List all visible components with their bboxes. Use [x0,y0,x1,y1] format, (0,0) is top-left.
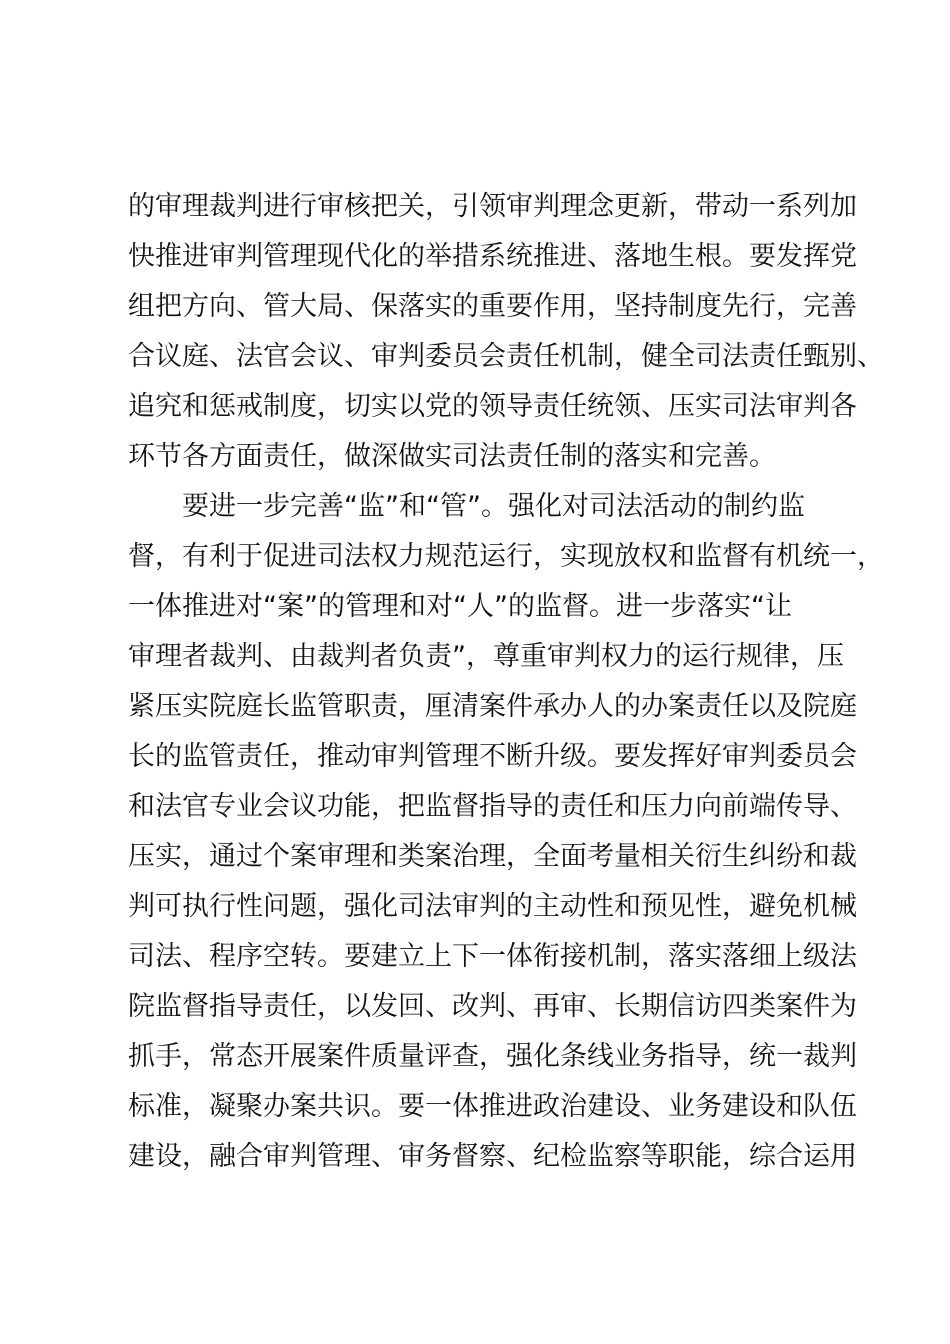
text-line: 标准，凝聚办案共识。要一体推进政治建设、业务建设和队伍 [128,1091,857,1122]
text-line: 一体推进对“案”的管理和对“人”的监督。进一步落实“让 [128,591,792,622]
paragraph-first-line: 要进一步完善“监”和“管”。强化对司法活动的制约监 [182,491,805,522]
text-line: 判可执行性问题，强化司法审判的主动性和预见性，避免机械 [128,891,857,922]
text-line: 快推进审判管理现代化的举措系统推进、落地生根。要发挥党 [128,241,857,272]
body-text [128,182,884,1182]
text-line: 长的监管责任，推动审判管理不断升级。要发挥好审判委员会 [128,741,857,772]
text-line: 司法、程序空转。要建立上下一体衔接机制，落实落细上级法 [128,941,857,972]
text-line: 紧压实院庭长监管职责，厘清案件承办人的办案责任以及院庭 [128,691,857,722]
text-line: 建设，融合审判管理、审务督察、纪检监察等职能，综合运用 [128,1141,857,1172]
text-line: 抓手，常态开展案件质量评查，强化条线业务指导，统一裁判 [128,1041,857,1072]
text-line: 的审理裁判进行审核把关，引领审判理念更新，带动一系列加 [128,191,857,222]
text-line: 压实，通过个案审理和类案治理，全面考量相关衍生纠纷和裁 [128,841,857,872]
text-line: 审理者裁判、由裁判者负责”，尊重审判权力的运行规律，压 [128,641,844,672]
text-line: 追究和惩戒制度，切实以党的领导责任统领、压实司法审判各 [128,391,857,422]
text-line: 督，有利于促进司法权力规范运行，实现放权和监督有机统一， [128,541,884,572]
text-line: 组把方向、管大局、保落实的重要作用，坚持制度先行，完善 [128,291,857,322]
text-line: 合议庭、法官会议、审判委员会责任机制，健全司法责任甄别、 [128,341,884,372]
text-line: 院监督指导责任，以发回、改判、再审、长期信访四类案件为 [128,991,857,1022]
text-line: 环节各方面责任，做深做实司法责任制的落实和完善。 [128,441,776,472]
text-line: 和法官专业会议功能，把监督指导的责任和压力向前端传导、 [128,791,857,822]
